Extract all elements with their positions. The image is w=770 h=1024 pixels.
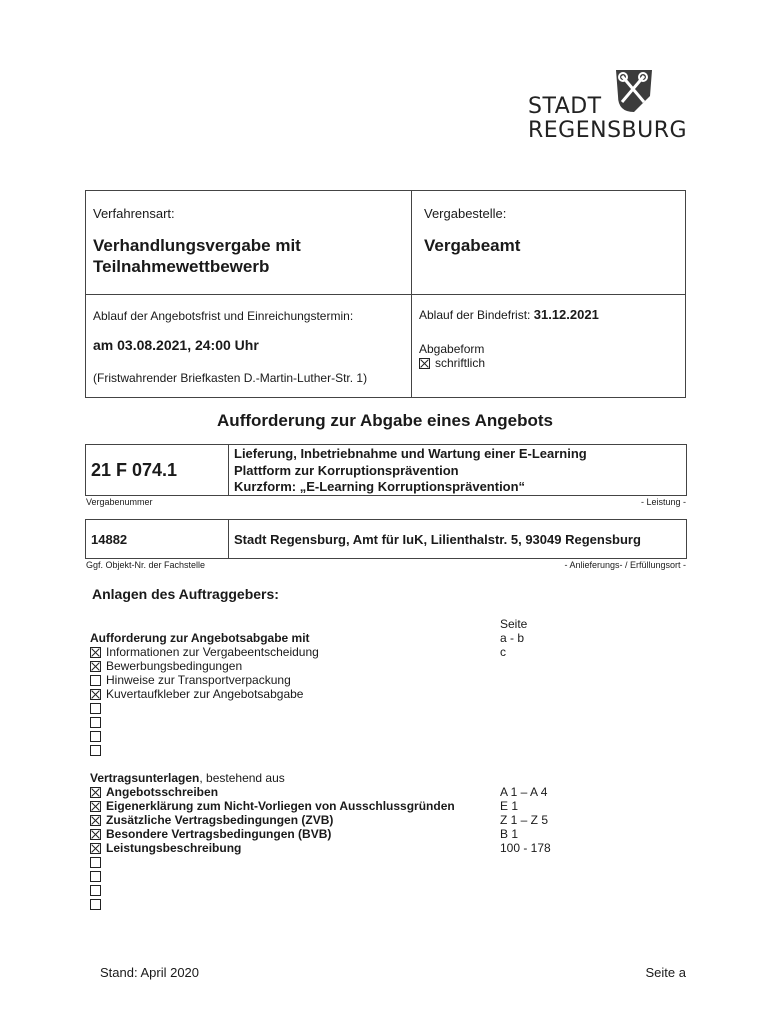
checkbox[interactable] (90, 787, 101, 798)
header-horizontal-divider (85, 294, 686, 295)
bindefrist-label: Ablauf der Bindefrist: (419, 308, 531, 322)
checkbox[interactable] (90, 815, 101, 826)
bindefrist-row (419, 307, 599, 322)
list-item-page: Z 1 – Z 5 (500, 813, 549, 827)
objekt-nummer-label: Ggf. Objekt-Nr. der Fachstelle (86, 560, 206, 570)
list-item-empty[interactable] (90, 715, 106, 729)
list-item-empty[interactable] (90, 729, 106, 743)
angebotsfrist-label: Ablauf der Angebotsfrist und Einreichungstermin: (93, 309, 354, 323)
angebotsfrist-value: am 03.08.2021, 24:00 Uhr (93, 337, 259, 353)
list-item-label: Bewerbungsbedingungen (106, 659, 243, 673)
checkbox[interactable] (90, 731, 101, 742)
stadt-regensburg-logo (526, 66, 686, 146)
leistung-line3: Kurzform: „E-Learning Korruptionsprävention“ (234, 479, 526, 494)
list-item-page: 100 - 178 (500, 841, 551, 855)
list-item[interactable] (90, 813, 333, 827)
list-item-empty[interactable] (90, 701, 106, 715)
list-item[interactable] (90, 673, 291, 687)
checkbox[interactable] (90, 829, 101, 840)
leistung-line1: Lieferung, Inbetriebnahme und Wartung einer E-Learning (234, 446, 587, 461)
group2-title-rest: , bestehend aus (199, 771, 285, 785)
list-item-label: Leistungsbeschreibung (106, 841, 242, 855)
list-item[interactable] (90, 785, 218, 799)
list-item[interactable] (90, 841, 241, 855)
group1-title: Aufforderung zur Angebotsabgabe mit (90, 631, 310, 645)
erfuellungsort-label: - Anlieferungs- / Erfüllungsort - (564, 560, 686, 570)
list-item-label: Angebotsschreiben (106, 785, 219, 799)
vergabe-divider (228, 444, 229, 496)
vergabenummer-label: Vergabenummer (86, 497, 153, 507)
vergabestelle-value: Vergabeamt (424, 236, 521, 255)
verfahrensart-value-line2: Teilnahmewettbewerb (93, 257, 270, 276)
checkbox[interactable] (90, 661, 101, 672)
footer-page-number: Seite a (645, 965, 686, 980)
list-item-label: Informationen zur Vergabeentscheidung (106, 645, 319, 659)
checkbox[interactable] (90, 871, 101, 882)
vergabenummer-value: 21 F 074.1 (91, 460, 178, 480)
list-item[interactable] (90, 799, 455, 813)
footer-stand: Stand: April 2020 (100, 965, 200, 980)
checkbox[interactable] (90, 885, 101, 896)
list-item-page: B 1 (500, 827, 519, 841)
anlagen-heading: Anlagen des Auftraggebers: (92, 586, 279, 602)
abgabeform-label: Abgabeform (419, 342, 485, 356)
bindefrist-value: 31.12.2021 (533, 307, 599, 322)
logo-line-stadt: STADT (528, 94, 602, 119)
briefkasten-note: (Fristwahrender Briefkasten D.-Martin-Luther-Str. 1) (93, 371, 368, 385)
list-item-page: c (500, 645, 506, 659)
list-item-label: Hinweise zur Transportverpackung (106, 673, 291, 687)
list-item-empty[interactable] (90, 897, 106, 911)
list-item[interactable] (90, 827, 331, 841)
leistung-label: - Leistung - (640, 497, 686, 507)
list-item-empty[interactable] (90, 743, 106, 757)
checkbox[interactable] (90, 745, 101, 756)
list-item-empty[interactable] (90, 855, 106, 869)
checkbox[interactable] (90, 689, 101, 700)
group2-title-bold: Vertragsunterlagen (90, 771, 200, 785)
list-item-label: Eigenerklärung zum Nicht-Vorliegen von Ausschlussgründen (106, 799, 455, 813)
list-item-label: Besondere Vertragsbedingungen (BVB) (106, 827, 332, 841)
seite-column-label: Seite (500, 617, 528, 631)
list-item[interactable] (90, 659, 242, 673)
list-item-empty[interactable] (90, 869, 106, 883)
abgabeform-option-label: schriftlich (435, 356, 486, 370)
list-item-label: Kuvertaufkleber zur Angebotsabgabe (106, 687, 304, 701)
abgabeform-option[interactable] (419, 356, 485, 370)
checkbox[interactable] (90, 675, 101, 686)
leistung-line2: Plattform zur Korruptionsprävention (234, 463, 459, 478)
checkbox[interactable] (90, 843, 101, 854)
checkbox[interactable] (90, 899, 101, 910)
logo-line-regensburg: REGENSBURG (528, 118, 688, 143)
list-item[interactable] (90, 687, 303, 701)
checkbox[interactable] (90, 647, 101, 658)
document-title: Aufforderung zur Abgabe eines Angebots (217, 411, 553, 430)
verfahrensart-label: Verfahrensart: (93, 206, 175, 221)
vergabestelle-label: Vergabestelle: (424, 206, 507, 221)
abgabeform-schriftlich-checkbox[interactable] (419, 358, 430, 369)
checkbox[interactable] (90, 717, 101, 728)
erfuellungsort-value: Stadt Regensburg, Amt für IuK, Lilienthalstr. 5, 93049 Regensburg (234, 532, 641, 547)
verfahrensart-value-line1: Verhandlungsvergabe mit (93, 236, 301, 255)
city-coat-of-arms-icon (610, 66, 658, 114)
checkbox[interactable] (90, 801, 101, 812)
list-item-empty[interactable] (90, 883, 106, 897)
list-item-label: Zusätzliche Vertragsbedingungen (ZVB) (106, 813, 334, 827)
group2-title (90, 771, 285, 785)
group1-pages: a - b (500, 631, 525, 645)
list-item-page: E 1 (500, 799, 519, 813)
checkbox[interactable] (90, 703, 101, 714)
list-item-page: A 1 – A 4 (500, 785, 548, 799)
list-item[interactable] (90, 645, 319, 659)
objekt-nummer-value: 14882 (91, 532, 128, 547)
checkbox[interactable] (90, 857, 101, 868)
objekt-divider (228, 519, 229, 559)
